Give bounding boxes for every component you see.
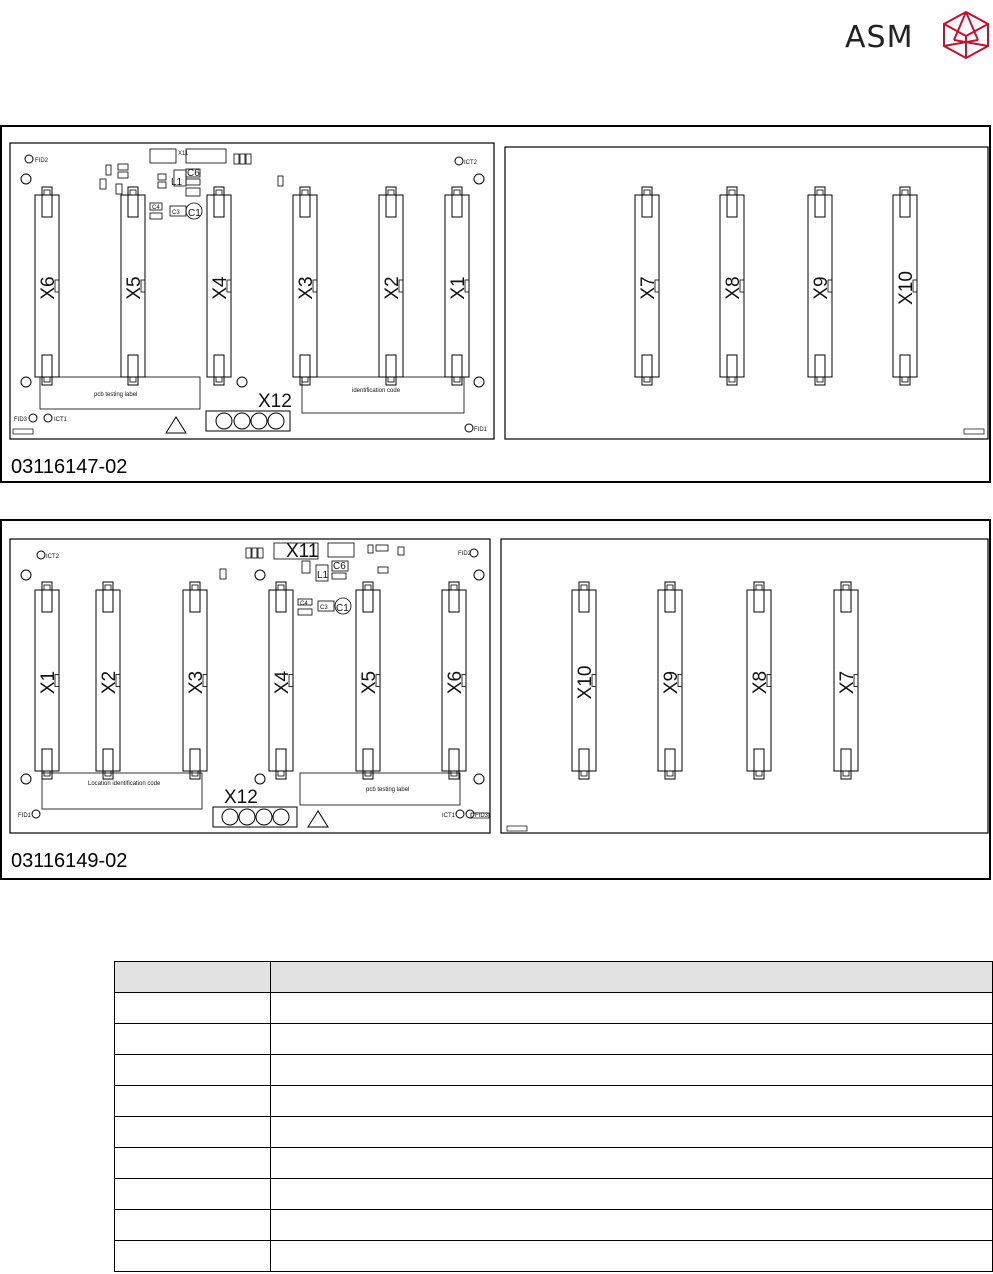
connector-x5	[121, 187, 145, 385]
connector-label: X10	[896, 271, 917, 305]
connector-x7	[635, 187, 659, 385]
fid3-marker	[29, 414, 37, 422]
table-cell	[271, 1117, 993, 1148]
board-1-drawing	[2, 127, 991, 481]
pcb-drawing-03116149	[0, 519, 991, 880]
connector-label: X7	[837, 670, 858, 695]
fid1-label: FID1	[474, 427, 488, 433]
board-1-front-connectors	[35, 187, 469, 385]
table-cell	[271, 1024, 993, 1055]
ict1-label: ICT1	[54, 417, 68, 423]
table-cell	[115, 1055, 271, 1086]
connector-label: X10	[575, 665, 596, 700]
table-cell	[115, 1117, 271, 1148]
part-number: 03116147-02	[11, 456, 128, 478]
board-2-rear-connectors	[572, 582, 858, 779]
x12-label: X12	[258, 391, 292, 412]
asm-logo	[845, 10, 993, 58]
fid3-label: FID3	[475, 813, 489, 819]
table-cell	[115, 1148, 271, 1179]
connector-label: X1	[448, 276, 469, 300]
c1-label: C1	[336, 603, 349, 614]
table-cell	[271, 993, 993, 1024]
connector-x5	[356, 582, 380, 779]
connector-x10	[893, 187, 917, 385]
table-cell	[271, 1179, 993, 1210]
table-cell	[115, 1024, 271, 1055]
fid2-label: FID2	[458, 551, 472, 557]
connector-x8	[720, 187, 744, 385]
connector-label: X6	[445, 670, 466, 695]
connector-x4	[269, 582, 293, 779]
x12-connector	[213, 787, 297, 827]
table-row	[115, 993, 993, 1024]
table-cell	[271, 1086, 993, 1117]
c1-label: C1	[188, 208, 201, 219]
connector-label: X7	[638, 276, 659, 300]
connector-label: X9	[811, 276, 832, 300]
ict1-label: ICT1	[442, 813, 456, 819]
table-row	[115, 1210, 993, 1241]
fid1-marker	[465, 424, 473, 432]
connector-label: X1	[38, 670, 59, 695]
table-row	[115, 1055, 993, 1086]
connector-label: X6	[38, 276, 59, 300]
connector-x2	[96, 582, 120, 779]
ict2-label: ICT2	[46, 554, 60, 560]
c6-label: C6	[333, 561, 346, 572]
table-cell	[271, 1148, 993, 1179]
identification-code-box	[302, 377, 464, 413]
pcb-drawing-03116147	[0, 125, 991, 483]
fid2-marker	[25, 155, 33, 163]
table-cell	[271, 1055, 993, 1086]
ict1-marker	[456, 810, 464, 818]
connector-label: X9	[661, 670, 682, 695]
table-row	[115, 1117, 993, 1148]
connector-x3	[183, 582, 207, 779]
ict2-marker	[455, 157, 463, 165]
connector-x4	[207, 187, 231, 385]
connector-label: X3	[296, 276, 317, 300]
table-row	[115, 1148, 993, 1179]
fid1-label: FID1	[18, 813, 32, 819]
connector-x1	[445, 187, 469, 385]
table-cell	[115, 1086, 271, 1117]
connector-x7	[834, 582, 858, 779]
ict2-label: ICT2	[464, 160, 478, 166]
l1-label: L1	[171, 177, 183, 188]
c6-label: C6	[187, 168, 200, 179]
ict1-marker	[44, 414, 52, 422]
location-identification-label: Location identification code	[88, 781, 161, 787]
fid2-marker	[470, 549, 478, 557]
table-cell	[271, 1210, 993, 1241]
pcb-testing-label: pcb testing label	[94, 392, 138, 398]
connector-x10	[572, 582, 596, 779]
fid3-marker	[466, 810, 474, 818]
fid3-label: FID3	[14, 417, 28, 423]
ict2-marker	[37, 551, 45, 559]
connector-x2	[379, 187, 403, 385]
connector-label: X3	[186, 670, 207, 695]
part-number: 03116149-02	[11, 850, 128, 872]
connector-x3	[293, 187, 317, 385]
table-header-cell	[115, 962, 271, 993]
asm-polyhedron-logo-icon	[940, 10, 992, 60]
identification-code-label: identification code	[352, 388, 401, 394]
table-cell	[115, 1241, 271, 1272]
table-header-row	[115, 962, 993, 993]
connector-label: X5	[359, 670, 380, 695]
fid2-label: FID2	[35, 158, 49, 164]
x11-label-small: X11	[178, 151, 189, 157]
connector-x9	[658, 582, 682, 779]
board-2-drawing	[2, 521, 991, 878]
connector-x9	[808, 187, 832, 385]
esd-warning-icon	[166, 417, 186, 433]
board-2-front-connectors	[35, 582, 466, 779]
connector-x8	[747, 582, 771, 779]
x11-label: X11	[286, 541, 319, 562]
board-1-rear-connectors	[635, 187, 917, 385]
table-row	[115, 1024, 993, 1055]
connector-label: X2	[99, 670, 120, 695]
esd-warning-icon	[308, 811, 328, 827]
connector-x6	[35, 187, 59, 385]
pcb-testing-label: pcb testing label	[366, 787, 410, 793]
connector-label: X8	[723, 276, 744, 300]
x12-label: X12	[224, 787, 258, 808]
connector-label: X8	[750, 670, 771, 695]
fid1-marker	[32, 810, 40, 818]
table-cell	[271, 1241, 993, 1272]
legend-table	[114, 961, 993, 1272]
connector-x1	[35, 582, 59, 779]
table-row	[115, 1086, 993, 1117]
table-cell	[115, 1179, 271, 1210]
x12-connector	[206, 391, 292, 431]
table-row	[115, 1241, 993, 1272]
front-board-outline	[10, 143, 494, 439]
c4-label: C4	[152, 205, 160, 211]
location-identification-box	[42, 773, 202, 809]
connector-label: X4	[210, 276, 231, 300]
table-cell	[115, 993, 271, 1024]
l1-label: L1	[317, 570, 329, 581]
connector-label: X4	[272, 670, 293, 695]
table-cell	[115, 1210, 271, 1241]
c4-label: C4	[300, 601, 308, 607]
connector-label: X2	[382, 276, 403, 300]
logo-text: ASM	[845, 20, 914, 55]
connector-label: X5	[124, 276, 145, 300]
c3-label: C3	[172, 210, 180, 216]
c3-label: C3	[320, 605, 328, 611]
table-header-cell	[271, 962, 993, 993]
table-row	[115, 1179, 993, 1210]
connector-x6	[442, 582, 466, 779]
